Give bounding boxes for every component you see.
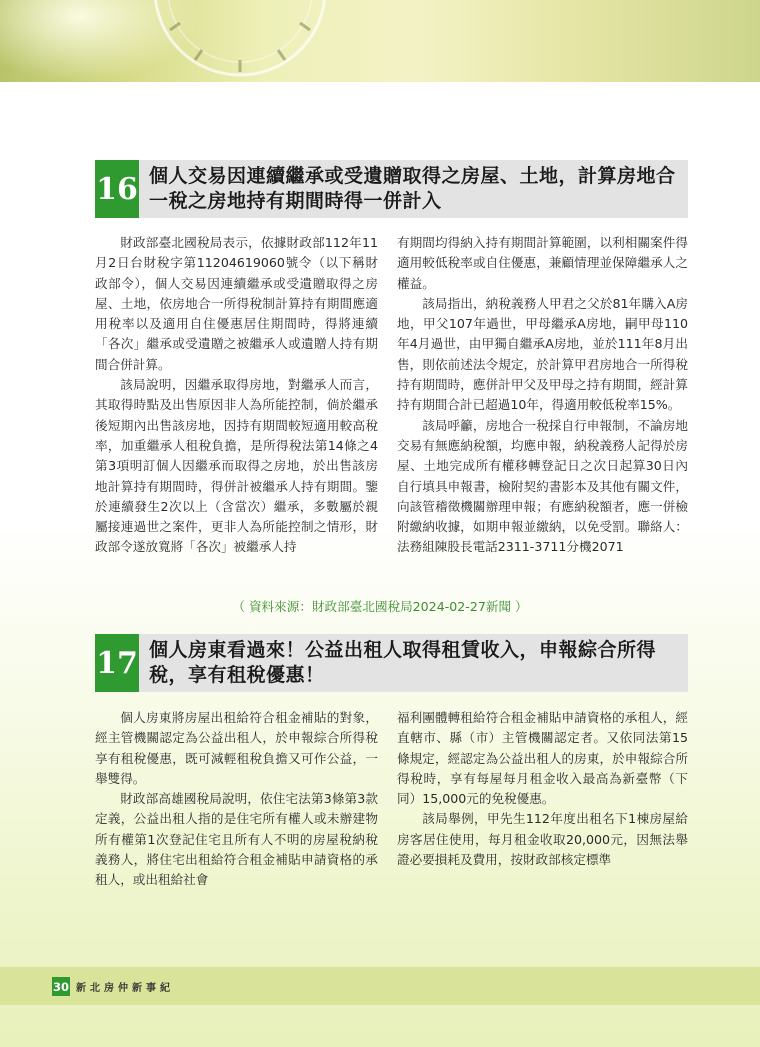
section-16-right-column (397, 233, 688, 558)
section-16-left-column (95, 233, 378, 558)
section-17-header (95, 634, 688, 692)
section-17-title: 個人房東看過來！公益出租人取得租賃收入，申報綜合所得稅，享有租稅優惠！ (149, 639, 657, 686)
section-17-right-column (397, 708, 688, 870)
source-note: （ 資料來源：財政部臺北國稅局2024-02-27新聞 ） (232, 599, 528, 614)
page-number: 30 (52, 977, 70, 996)
magazine-title: 新北房仲新事紀 (76, 983, 174, 994)
paragraph: 福利團體轉租給符合租金補貼申請資格的承租人，經直轄市、縣（市）主管機關認定者。又依同法第15條規定，經認定為公益出租人的房東，於申報綜合所得稅時，享有每屋每月租金收入最高為新臺幣（下同）15,000元的免稅優惠。 (397, 710, 688, 807)
paragraph: 該局舉例，甲先生112年度出租名下1棟房屋給房客居住使用，每月租金收取20,000元，因無法舉證必要損耗及費用，按財政部核定標準 (397, 811, 688, 868)
paragraph: 該局指出，納稅義務人甲君之父於81年購入A房地，甲父107年過世，甲母繼承A房地，嗣甲母110年4月過世，由甲獨自繼承A房地，並於111年8月出售，則依前述法令規定，於計算甲君房地合一所得稅持有期間時，應併計甲父及甲母之持有期間，經計算持有期間合計已超過10年，得適用較低稅率15%。 (397, 295, 688, 413)
clock-illustration (150, 0, 330, 82)
paragraph: 該局呼籲，房地合一稅採自行申報制，不論房地交易有無應納稅額，均應申報，納稅義務人記得於房屋、土地完成所有權移轉登記日之次日起算30日內自行填具申報書，檢附契約書影本及其他有關文件，向該管稽徵機關辦理申報；有應納稅額者，應一併檢附繳納收據，如期申報並繳納，以免受罰。聯絡人：法務組陳股長電話2311-3711分機2071 (397, 417, 688, 555)
paragraph: 財政部臺北國稅局表示，依據財政部112年11月2日台財稅字第11204619060號令（以下稱財政部令），個人交易因連續繼承或受遺贈取得之房屋、土地，依房地合一所得稅制計算持有期間應適用稅率以及適用自住優惠居住期間時，得將連續「各次」繼承或受遺贈之被繼承人或遺贈人持有期間合併計算。 (95, 235, 378, 372)
header-banner (0, 0, 760, 82)
section-16-header (95, 160, 688, 218)
paragraph: 財政部高雄國稅局說明，依住宅法第3條第3款定義，公益出租人指的是住宅所有權人或未辦建物所有權第1次登記住宅且所有人不明的房屋稅納稅義務人，將住宅出租給符合租金補貼申請資格的承租人，或出租給社會 (95, 791, 378, 888)
paragraph: 該局說明，因繼承取得房地，對繼承人而言，其取得時點及出售原因非人為所能控制，倘於繼承後短期內出售該房地，因持有期間較短適用較高稅率，加重繼承人租稅負擔，是所得稅法第14條之4第3項明訂個人因繼承而取得之房地，於出售該房地計算持有期間時，得併計被繼承人持有期間。鑒於連續發生2次以上（含當次）繼承，多數屬於親屬接連過世之案件，更非人為所能控制之情形，財政部令遂放寬將「各次」被繼承人持 (95, 377, 378, 555)
section-17-number: 17 (95, 634, 139, 692)
section-16-number: 16 (95, 160, 139, 218)
paragraph: 個人房東將房屋出租給符合租金補貼的對象，經主管機關認定為公益出租人，於申報綜合所得稅享有租稅優惠，既可減輕租稅負擔又可作公益，一舉雙得。 (95, 710, 378, 786)
paragraph: 有期間均得納入持有期間計算範圍，以利相關案件得適用較低稅率或自住優惠，兼顧情理並保障繼承人之權益。 (397, 235, 688, 291)
section-17-left-column (95, 708, 378, 891)
section-16-title: 個人交易因連續繼承或受遺贈取得之房屋、土地，計算房地合一稅之房地持有期間時得一併計入 (149, 165, 676, 212)
